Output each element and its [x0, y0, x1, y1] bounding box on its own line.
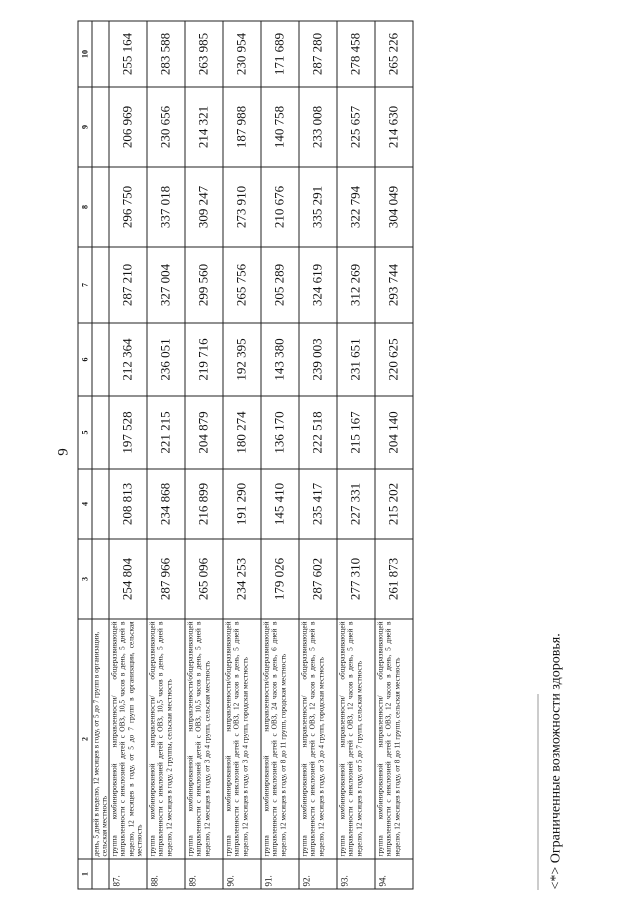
- cell-desc: группа комбинированной направленности/ общеразвивающей направленности с инклюзией детей с ОВЗ, 10,5 часов в день, 5 дней в неделю, 12 месяцев в году, 2 группы, сельская местность: [147, 619, 185, 859]
- cell-value: 293 744: [375, 247, 413, 323]
- table-row: [185, 21, 223, 889]
- cell-value: 215 167: [337, 396, 375, 469]
- cell-value: 287 966: [147, 539, 185, 619]
- cell-num: 91.: [261, 859, 299, 889]
- cell-num: 90.: [223, 859, 261, 889]
- table-row-partial: [92, 21, 109, 889]
- cell-num: 94.: [375, 859, 413, 889]
- cell-value: 222 518: [299, 396, 337, 469]
- cell-value: 287 602: [299, 539, 337, 619]
- cell-desc: день, 5 дней в неделю, 12 месяцев в году, от 5 до 7 групп в организации, сельская местность: [92, 619, 109, 859]
- cell-value: 235 417: [299, 469, 337, 539]
- cell-value: 322 794: [337, 167, 375, 247]
- header-cell: 8: [78, 167, 92, 247]
- header-cell: 10: [78, 21, 92, 87]
- table-row: [223, 21, 261, 889]
- header-cell: 2: [78, 619, 92, 859]
- cell-value: 136 170: [261, 396, 299, 469]
- cell-value: 219 716: [185, 323, 223, 396]
- cell-value: 265 226: [375, 21, 413, 87]
- cell-value: 215 202: [375, 469, 413, 539]
- cell-value: 231 651: [337, 323, 375, 396]
- cell-value: 261 873: [375, 539, 413, 619]
- cost-table: [78, 21, 414, 890]
- cell-value: 273 910: [223, 167, 261, 247]
- header-cell: 4: [78, 469, 92, 539]
- cell-desc: группа комбинированной направленности/ общеразвивающей направленности с инклюзией детей с ОВЗ, 12 часов в день, 5 дней в неделю, 12 месяцев в году, от 3 до 4 групп, городская местность: [299, 619, 337, 859]
- header-cell: 6: [78, 323, 92, 396]
- footnote: <*> Ограниченные возможности здоровья.: [548, 633, 564, 890]
- cell-value: 324 619: [299, 247, 337, 323]
- cell-value: 192 395: [223, 323, 261, 396]
- cell-value: 283 588: [147, 21, 185, 87]
- cell-value: 265 096: [185, 539, 223, 619]
- header-cell: 9: [78, 87, 92, 167]
- cell-value: 233 008: [299, 87, 337, 167]
- cell-value: 287 210: [109, 247, 147, 323]
- cell-value: 187 988: [223, 87, 261, 167]
- cell-value: 278 458: [337, 21, 375, 87]
- cell-num: 93.: [337, 859, 375, 889]
- page-number: 9: [55, 448, 72, 456]
- cell-value: 309 247: [185, 167, 223, 247]
- cell-value: 191 290: [223, 469, 261, 539]
- cell-value: 227 331: [337, 469, 375, 539]
- cell-value: 197 528: [109, 396, 147, 469]
- header-cell: 3: [78, 539, 92, 619]
- document-page: [1, 0, 640, 905]
- cell-value: 335 291: [299, 167, 337, 247]
- cell-value: 299 560: [185, 247, 223, 323]
- cell-value: 220 625: [375, 323, 413, 396]
- table-row: [109, 21, 147, 889]
- cell-desc: группа комбинированной направленности/ общеразвивающей направленности с инклюзией детей с ОВЗ, 12 часов в день, 5 дней в неделю, 12 месяцев в году, от 5 до 7 групп, сельская местность: [337, 619, 375, 859]
- cell-value: 204 879: [185, 396, 223, 469]
- cell-value: 210 676: [261, 167, 299, 247]
- cell-value: 337 018: [147, 167, 185, 247]
- cell-value: 234 868: [147, 469, 185, 539]
- cell-value: 236 051: [147, 323, 185, 396]
- cell-desc: группа комбинированной направленности/общеразвивающей направленности с инклюзией детей с ОВЗ, 24 часов в день, 6 дней в неделю, 12 месяцев в году, от 8 до 11 групп, городская местность: [261, 619, 299, 859]
- cell-value: 205 289: [261, 247, 299, 323]
- table-row: [261, 21, 299, 889]
- cell-value: 239 003: [299, 323, 337, 396]
- cell-value: 265 756: [223, 247, 261, 323]
- cell-value: 225 657: [337, 87, 375, 167]
- cell-value: 140 758: [261, 87, 299, 167]
- table-row: [299, 21, 337, 889]
- cell-value: 234 253: [223, 539, 261, 619]
- cell-value: 206 969: [109, 87, 147, 167]
- cell-value: 287 280: [299, 21, 337, 87]
- cell-value: 327 004: [147, 247, 185, 323]
- header-cell: 5: [78, 396, 92, 469]
- header-row: [78, 21, 92, 889]
- cell-value: 208 813: [109, 469, 147, 539]
- cell-value: 263 985: [185, 21, 223, 87]
- cell-num: 87.: [109, 859, 147, 889]
- cell-value: 221 215: [147, 396, 185, 469]
- cell-desc: группа комбинированной направленности/ общеразвивающей направленности с инклюзией детей с ОВЗ, 12 часов в день, 5 дней в неделю, 12 месяцев в году, от 8 до 11 групп, сельская местность: [375, 619, 413, 859]
- table-row: [147, 21, 185, 889]
- cell-value: 255 164: [109, 21, 147, 87]
- cell-value: 230 954: [223, 21, 261, 87]
- header-cell: 7: [78, 247, 92, 323]
- cell-num: 88.: [147, 859, 185, 889]
- cell-value: 143 380: [261, 323, 299, 396]
- cell-num: 92.: [299, 859, 337, 889]
- cell-value: 145 410: [261, 469, 299, 539]
- cell-desc: группа комбинированной направленности/общеразвивающей направленности с инклюзией детей с ОВЗ, 12 часов в день, 5 дней в неделю, 12 месяцев в году, от 3 до 4 групп, городская местность: [223, 619, 261, 859]
- cell-value: 214 321: [185, 87, 223, 167]
- cell-value: 296 750: [109, 167, 147, 247]
- cell-value: 171 689: [261, 21, 299, 87]
- cell-desc: группа комбинированной направленности/общеразвивающей направленности с инклюзией детей с ОВЗ, 10,5 часов в день, 5 дней в неделю, 12 месяцев в году, от 3 до 4 групп, сельская местность: [185, 619, 223, 859]
- cell-num: [92, 859, 109, 889]
- cell-value: 312 269: [337, 247, 375, 323]
- cell-value: 214 630: [375, 87, 413, 167]
- table-row: [337, 21, 375, 889]
- cell-value: 230 656: [147, 87, 185, 167]
- footnote-separator: [538, 695, 539, 890]
- cell-value: 212 364: [109, 323, 147, 396]
- cell-num: 89.: [185, 859, 223, 889]
- table-row: [375, 21, 413, 889]
- cell-value: 216 899: [185, 469, 223, 539]
- cell-value: 179 026: [261, 539, 299, 619]
- cell-value: 304 049: [375, 167, 413, 247]
- cell-value: 204 140: [375, 396, 413, 469]
- header-cell: 1: [78, 859, 92, 889]
- cell-value: 180 274: [223, 396, 261, 469]
- cell-value: 277 310: [337, 539, 375, 619]
- cell-desc: группа комбинированной направленности/ общеразвивающей направленности с инклюзией детей с ОВЗ, 10,5 часов в день, 5 дней в неделю, 12 месяцев в году, от 5 до 7 групп в организации, сельская местность: [109, 619, 147, 859]
- cell-value: 254 804: [109, 539, 147, 619]
